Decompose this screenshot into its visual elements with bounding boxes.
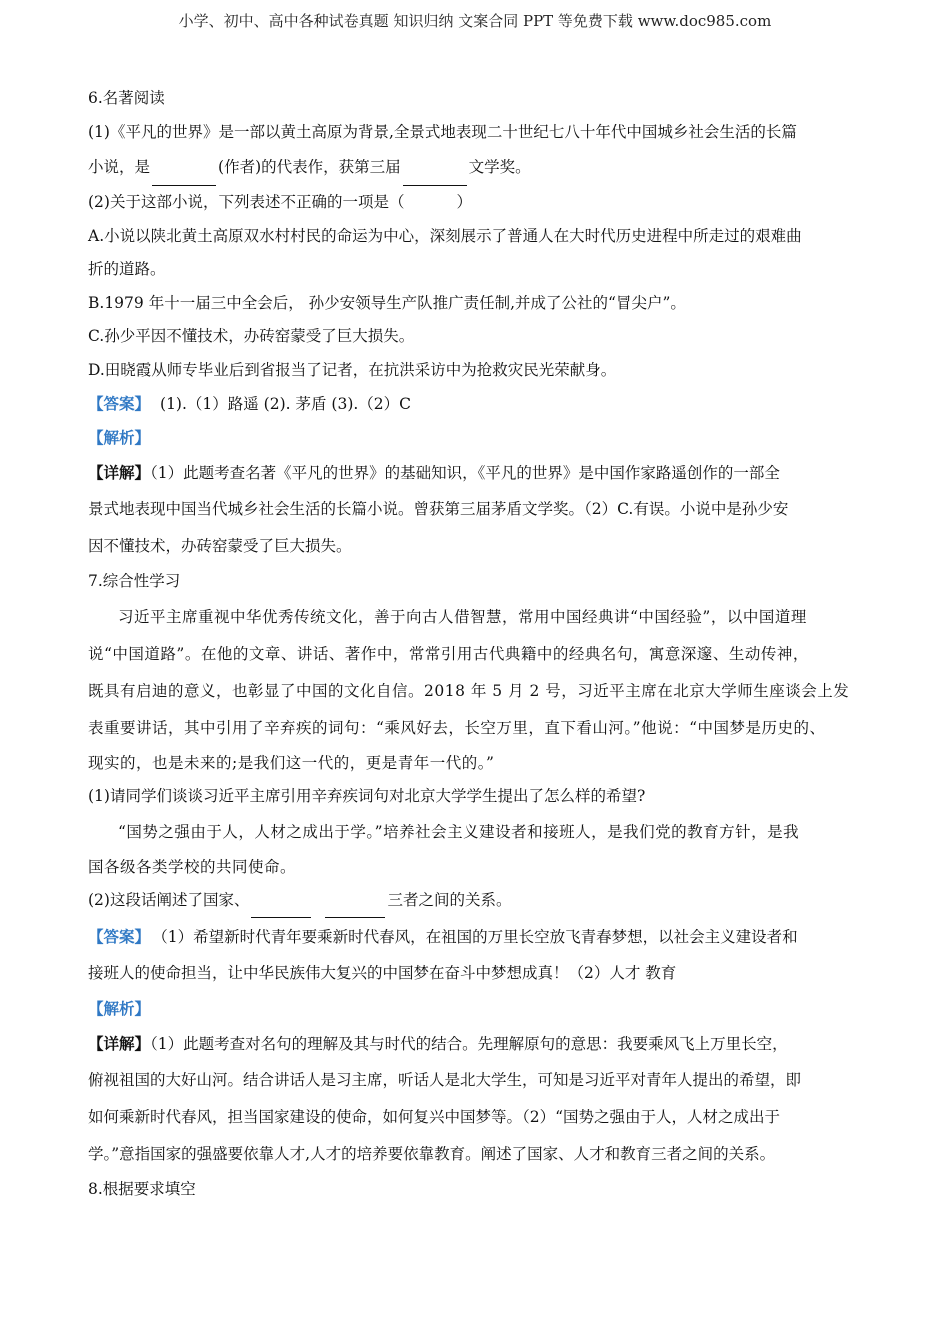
q6-option-c: C.孙少平因不懂技术，办砖窑蒙受了巨大损失。 [88,327,415,345]
q7-detail-line1 [88,1025,866,1062]
analysis-tag: 【解析】 [88,427,151,447]
q6-detail-line2: 景式地表现中国当代城乡社会生活的长篇小说。曾获第三届茅盾文学奖。（2）C.有误。小说中是孙少安 [88,500,789,518]
q7-passage-line5: 现实的，也是未来的;是我们这一代的，更是青年一代的。” [88,753,495,772]
q7-analysis [88,992,866,1026]
page-header: 小学、初中、高中各种试卷真题 知识归纳 文案合同 PPT 等免费下载 www.doc985.com [178,12,772,30]
document-body [88,82,866,1207]
first-blank[interactable] [251,899,311,918]
q6-option-b: B.1979 年十一届三中全会后， 孙少安领导生产队推广责任制,并成了公社的“冒尖户”。 [88,293,686,312]
q6-part1-text-b: (作者)的代表作，获第三届 [218,158,401,176]
q6-part2-text: (2)关于这部小说，下列表述不正确的一项是（ [88,193,405,211]
analysis-tag: 【解析】 [88,998,151,1018]
q7-quote-line1: “国势之强由于人，人材之成出于学。”培养社会主义建设者和接班人，是我们党的教育方针，是我 [118,822,800,841]
q7-detail-line4: 学。”意指国家的强盛要依靠人才,人才的培养要依靠教育。阐述了国家、人才和教育三者之间的关系。 [88,1145,776,1163]
q7-title: 7.综合性学习 [88,572,181,590]
q7-detail-text1: （1）此题考查对名句的理解及其与时代的结合。先理解原句的意思：我要乘风飞上万里长空， [150,1035,788,1053]
q7-answer-line2: 接班人的使命担当，让中华民族伟大复兴的中国梦在奋斗中梦想成真！（2）人才 教育 [88,963,677,982]
q7-answer-line1 [88,918,866,955]
q6-detail-text1: （1）此题考查名著《平凡的世界》的基础知识，《平凡的世界》是中国作家路遥创作的一部全 [150,464,780,482]
q7-detail-line3: 如何乘新时代春风，担当国家建设的使命，如何复兴中国梦等。（2）“国势之强由于人，人材之成出于 [88,1108,781,1126]
q6-part1-text-c: 文学奖。 [468,158,531,176]
q7-question2-text-b: 三者之间的关系。 [387,891,512,909]
q6-answer [88,387,866,421]
detail-tag: 【详解】 [88,1034,151,1053]
answer-tag: 【答案】 [88,394,151,413]
answer-tag: 【答案】 [88,926,151,946]
q7-question2 [88,884,866,918]
q7-question2-text-a: (2)这段话阐述了国家、 [88,891,250,909]
q6-analysis [88,421,866,455]
q6-title: 6.名著阅读 [88,89,165,107]
q7-passage-line3: 既具有启迪的意义，也彰显了中国的文化自信。2018 年 5 月 2 号，习近平主席在北京大学师生座谈会上发 [88,681,850,700]
q7-passage-line1: 习近平主席重视中华优秀传统文化，善于向古人借智慧，常用中国经典讲“中国经验”，以中国道理 [118,607,807,626]
q7-question1: (1)请同学们谈谈习近平主席引用辛弃疾词句对北京大学学生提出了怎么样的希望? [88,787,646,805]
q7-passage-line2: 说“中国道路”。在他的文章、讲话、著作中，常常引用古代典籍中的经典名句，寓意深邃、生动传神， [88,644,809,663]
q6-part1-line2 [88,149,866,186]
author-blank[interactable] [152,167,216,186]
q6-detail-line3: 因不懂技术，办砖窑蒙受了巨大损失。 [88,537,352,555]
q6-option-d: D.田晓霞从师专毕业后到省报当了记者，在抗洪采访中为抢救灾民光荣献身。 [88,360,617,379]
q6-answer-text: (1).（1）路遥 (2). 茅盾 (3).（2）C [160,395,412,413]
q7-detail-line2: 俯视祖国的大好山河。结合讲话人是习主席，听话人是北大学生，可知是习近平对青年人提出的希望，即 [88,1071,802,1089]
q6-detail-line1 [88,454,866,491]
q7-answer-text1: （1）希望新时代青年要乘新时代春风，在祖国的万里长空放飞青春梦想，以社会主义建设者和 [160,927,798,946]
q6-part2 [88,186,866,220]
q7-passage-line4: 表重要讲话，其中引用了辛弃疾的词句：“乘风好去，长空万里，直下看山河。”他说：“中国梦是历史的、 [88,718,826,737]
q6-option-a-line1: A.小说以陕北黄土高原双水村村民的命运为中心，深刻展示了普通人在大时代历史进程中所走过的艰难曲 [88,226,802,245]
detail-tag: 【详解】 [88,463,151,482]
award-blank[interactable] [403,167,467,186]
q6-part1-text-a: 小说，是 [88,158,151,176]
q6-option-a-line2: 折的道路。 [88,260,166,278]
q6-part2-close: ） [456,193,472,211]
q6-part1-line1: (1)《平凡的世界》是一部以黄土高原为背景,全景式地表现二十世纪七八十年代中国城乡社会生活的长篇 [88,122,797,141]
q8-title: 8.根据要求填空 [88,1180,196,1198]
q7-quote-line2: 国各级各类学校的共同使命。 [88,857,297,876]
second-blank[interactable] [325,899,385,918]
